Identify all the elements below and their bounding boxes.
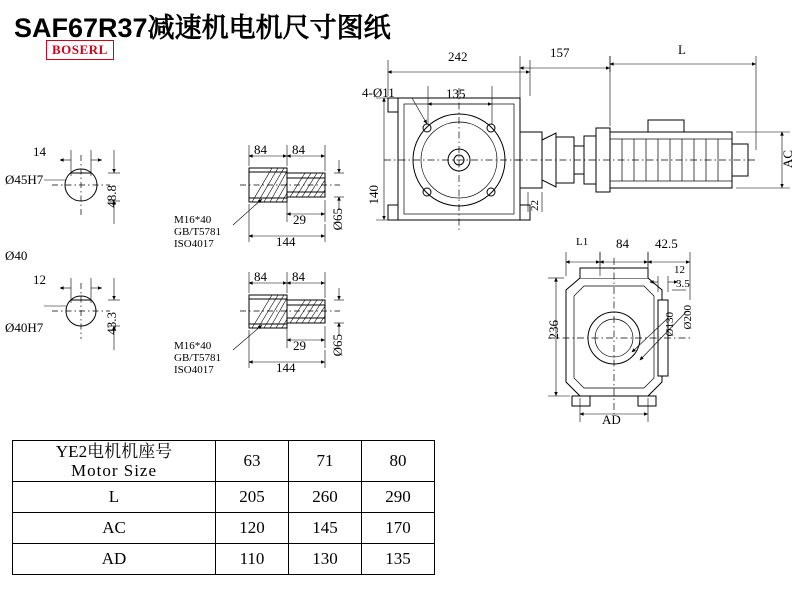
dim-gearbox-len: 157 [550,45,570,60]
page-title: SAF67R37减速机电机尺寸图纸 [14,13,391,43]
table-row-label-ad: AD [13,544,216,575]
dim-flange-inner: Ø130 [664,312,676,337]
table-row-header [13,441,435,482]
dim-shaft-top-b: 84 [292,142,305,157]
dim-width-overall: 242 [448,49,468,64]
table-row [13,482,435,513]
table-cell-l-71: 260 [289,482,362,513]
dim-bore-plain: Ø40 [5,248,28,263]
dim-bore-2: Ø40H7 [5,320,44,335]
dim-front-12: 12 [674,264,685,276]
dim-motor-dia: AC [780,150,795,169]
motor-size-table [12,440,435,575]
dim-shaft-top-c: 29 [293,212,306,227]
shaft-side-view-bottom [233,272,344,368]
dim-shaft-bot-a: 84 [254,269,267,284]
table-cell-ac-63: 120 [216,513,289,544]
table-header-cn: YE2电机机座号 [55,442,173,461]
dim-shaft-top-total: 144 [276,234,296,249]
dim-motor-len: L [678,42,686,57]
dim-height-1: 48.8 [104,185,119,208]
brand-logo: BOSERL [46,40,114,60]
table-cell-l-80: 290 [362,482,435,513]
table-cell-ad-71: 130 [289,544,362,575]
table-header-size-1: 71 [289,441,362,482]
note-bolt-top-1: M16*40 [174,214,212,226]
dim-shaft-bot-c: 29 [293,338,306,353]
dim-front-35: 3.5 [676,278,690,290]
shaft-side-view-top [233,145,344,242]
dim-base-ad: AD [602,412,621,427]
dim-main-height: 140 [366,185,381,205]
dim-bore-1: Ø45H7 [5,172,44,187]
table-cell-l-63: 205 [216,482,289,513]
table-row [13,544,435,575]
dim-key-width-2: 12 [33,272,46,287]
table-row-label-l: L [13,482,216,513]
dim-key-width-1: 14 [33,144,46,159]
dim-width-inner: 135 [446,86,466,101]
main-assembly-view [376,56,790,232]
dim-front-84: 84 [616,236,629,251]
table-row-label-ac: AC [13,513,216,544]
dim-height-2: 43.3 [104,312,119,335]
dim-l1: L1 [576,236,589,248]
table-header-size-2: 80 [362,441,435,482]
table-row [13,513,435,544]
table-cell-ad-80: 135 [362,544,435,575]
dim-shaft-top-dia: Ø65 [330,208,345,231]
note-bolt-top-3: ISO4017 [174,238,214,250]
note-bolt-bot-3: ISO4017 [174,364,214,376]
table-cell-ad-63: 110 [216,544,289,575]
note-bolt-top-2: GB/T5781 [174,226,222,238]
table-cell-ac-71: 145 [289,513,362,544]
dim-shaft-top-a: 84 [254,142,267,157]
dim-shaft-bot-dia: Ø65 [330,334,345,357]
note-holes: 4-Ø11 [362,85,395,100]
table-header-size-0: 63 [216,441,289,482]
dim-front-425: 42.5 [655,236,678,251]
dim-main-small: 22 [529,200,541,211]
dim-front-height: 236 [546,320,561,340]
note-bolt-bot-2: GB/T5781 [174,352,222,364]
table-header-en: Motor Size [70,461,158,480]
front-view [548,252,690,422]
note-bolt-bot-1: M16*40 [174,340,212,352]
dim-shaft-bot-b: 84 [292,269,305,284]
table-header-label [13,441,216,482]
table-cell-ac-80: 170 [362,513,435,544]
dim-shaft-bot-total: 144 [276,360,296,375]
dim-flange-outer: Ø200 [682,305,694,330]
